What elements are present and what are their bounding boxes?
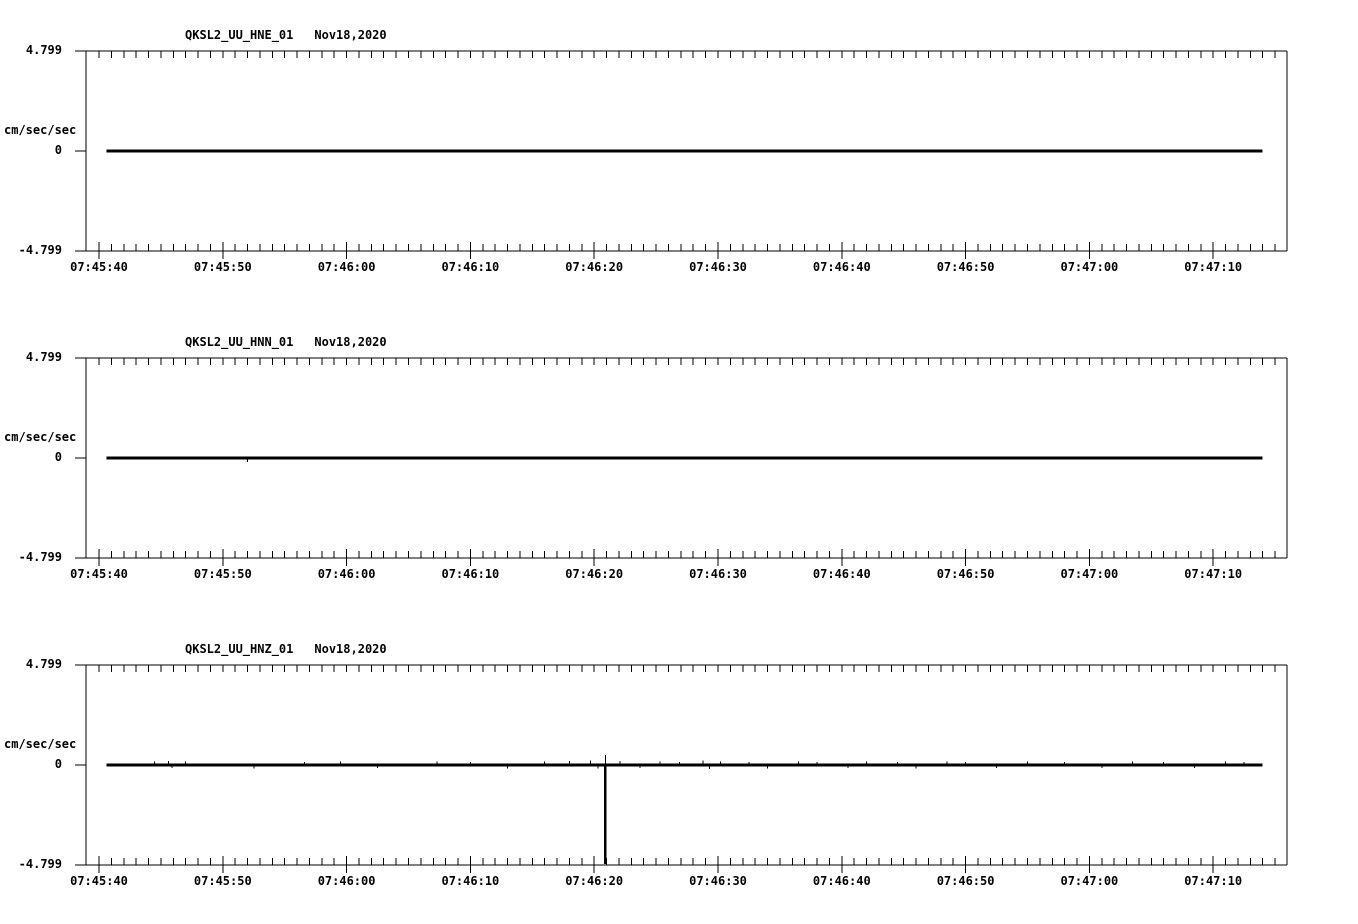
y-axis-max-label: 4.799 [25, 43, 62, 57]
y-axis-zero-label: 0 [54, 757, 62, 771]
y-axis-units-label: cm/sec/sec [4, 123, 77, 137]
x-tick-label: 07:45:50 [193, 874, 252, 888]
station-channel-label: QKSL2_UU_HNE_01 [185, 28, 294, 42]
x-tick-label: 07:46:40 [812, 874, 871, 888]
x-tick-label: 07:46:50 [936, 260, 995, 274]
x-tick-label: 07:46:10 [441, 874, 500, 888]
x-tick-label: 07:46:20 [565, 567, 624, 581]
x-tick-label: 07:47:10 [1184, 874, 1243, 888]
station-channel-label: QKSL2_UU_HNN_01 [185, 335, 294, 349]
x-tick-label: 07:46:30 [689, 260, 747, 274]
x-tick-label: 07:47:10 [1184, 567, 1243, 581]
x-tick-label: 07:46:50 [936, 874, 995, 888]
y-axis-max-label: 4.799 [25, 350, 62, 364]
x-tick-label: 07:46:00 [317, 874, 376, 888]
date-label: Nov18,2020 [314, 28, 387, 42]
x-tick-label: 07:46:30 [689, 874, 747, 888]
date-label: Nov18,2020 [314, 642, 387, 656]
x-tick-label: 07:45:40 [70, 260, 128, 274]
seismogram-panel-hne [0, 0, 1358, 307]
date-label: Nov18,2020 [314, 335, 387, 349]
y-axis-zero-label: 0 [54, 143, 62, 157]
y-axis-units-label: cm/sec/sec [4, 737, 77, 751]
y-axis-min-label: -4.799 [18, 243, 62, 257]
x-tick-label: 07:46:20 [565, 260, 624, 274]
x-tick-label: 07:46:40 [812, 260, 871, 274]
x-tick-label: 07:46:10 [441, 567, 500, 581]
x-tick-label: 07:45:50 [193, 260, 252, 274]
x-tick-label: 07:47:00 [1060, 567, 1119, 581]
x-tick-label: 07:46:30 [689, 567, 747, 581]
x-tick-label: 07:46:00 [317, 260, 376, 274]
x-tick-label: 07:46:20 [565, 874, 624, 888]
x-tick-label: 07:47:10 [1184, 260, 1243, 274]
x-tick-label: 07:46:10 [441, 260, 500, 274]
x-tick-label: 07:45:50 [193, 567, 252, 581]
x-tick-label: 07:47:00 [1060, 260, 1119, 274]
y-axis-min-label: -4.799 [18, 857, 62, 871]
y-axis-units-label: cm/sec/sec [4, 430, 77, 444]
station-channel-label: QKSL2_UU_HNZ_01 [185, 642, 294, 656]
x-tick-label: 07:45:40 [70, 567, 128, 581]
x-tick-label: 07:46:40 [812, 567, 871, 581]
y-axis-zero-label: 0 [54, 450, 62, 464]
x-tick-label: 07:47:00 [1060, 874, 1119, 888]
x-tick-label: 07:45:40 [70, 874, 128, 888]
x-tick-label: 07:46:50 [936, 567, 995, 581]
y-axis-max-label: 4.799 [25, 657, 62, 671]
x-tick-label: 07:46:00 [317, 567, 376, 581]
y-axis-min-label: -4.799 [18, 550, 62, 564]
seismogram-panel-hnz [0, 614, 1358, 921]
seismogram-panel-hnn [0, 307, 1358, 614]
